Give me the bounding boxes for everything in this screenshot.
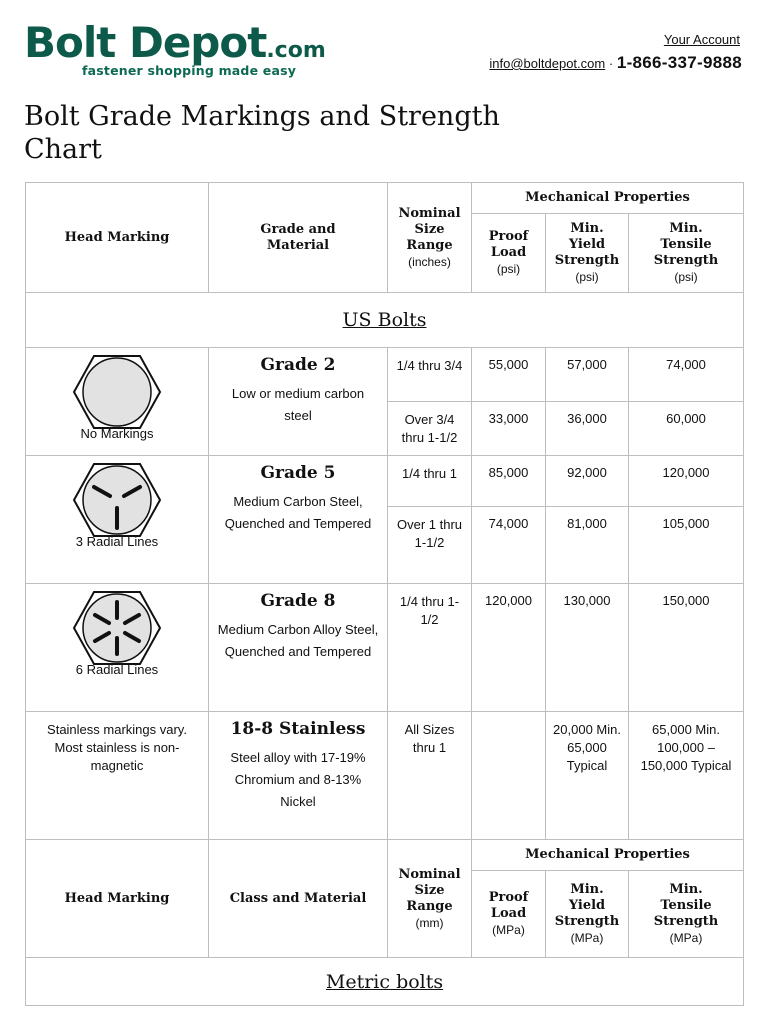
proof-load-value <box>472 712 546 840</box>
hex-head-6-lines-icon <box>72 590 162 668</box>
min-tensile-value: 60,000 <box>629 402 744 456</box>
grade-description: Medium Carbon Steel, Quenched and Tempered <box>224 494 372 531</box>
table-row <box>26 712 744 840</box>
nominal-size-unit: (inches) <box>408 254 451 269</box>
col-nominal-size <box>388 840 472 958</box>
proof-load-value: 33,000 <box>472 402 546 456</box>
grade-cell <box>209 456 388 584</box>
min-yield-value: 81,000 <box>546 507 629 584</box>
section-title-metric-bolts: Metric bolts <box>325 970 444 993</box>
head-marking-cell <box>26 348 209 456</box>
hex-head-3-lines-icon <box>72 462 162 540</box>
proof-load-value: 120,000 <box>472 584 546 712</box>
col-proof-load <box>472 214 546 293</box>
grade-cell <box>209 584 388 712</box>
head-marking-label: Stainless markings vary. Most stainless is non-magnetic <box>26 712 209 840</box>
min-yield-value: 92,000 <box>546 456 629 507</box>
grade-description: Medium Carbon Alloy Steel, Quenched and Tempered <box>217 622 379 659</box>
min-tensile-unit: (psi) <box>674 270 698 284</box>
your-account-link[interactable]: Your Account <box>663 32 740 47</box>
hex-head-plain-icon <box>72 354 162 432</box>
proof-load-label: Proof Load <box>488 890 529 921</box>
grade-description: Steel alloy with 17-19% Chromium and 8-13% Nickel <box>230 750 366 809</box>
head-marking-label: No Markings <box>80 426 154 441</box>
min-yield-unit: (MPa) <box>570 931 604 945</box>
min-yield-value: 130,000 <box>546 584 629 712</box>
nominal-size-label: Nominal Size Range <box>398 866 461 914</box>
min-yield-value: 20,000 Min. 65,000 Typical <box>546 712 629 840</box>
grade-name: Grade 5 <box>260 463 336 483</box>
bolt-grade-chart <box>25 182 744 1006</box>
col-min-tensile <box>629 871 744 958</box>
proof-load-unit: (MPa) <box>492 923 525 937</box>
col-class-material: Class and Material <box>209 840 388 958</box>
bolt-depot-logo[interactable] <box>24 18 384 82</box>
proof-load-value: 85,000 <box>472 456 546 507</box>
nominal-size-label: Nominal Size Range <box>398 205 461 253</box>
phone-number[interactable]: 1-866-337-9888 <box>616 53 742 72</box>
col-min-yield <box>546 871 629 958</box>
min-yield-value: 36,000 <box>546 402 629 456</box>
min-yield-unit: (psi) <box>575 270 599 284</box>
head-marking-label: 3 Radial Lines <box>75 534 159 549</box>
head-marking-cell <box>26 456 209 584</box>
col-mechanical-properties: Mechanical Properties <box>472 183 744 214</box>
table-row <box>26 584 744 712</box>
page-title: Bolt Grade Markings and Strength Chart <box>24 101 500 165</box>
size-range: 1/4 thru 1-1/2 <box>388 584 472 712</box>
contact-separator: · <box>608 56 614 71</box>
logo-domain: .com <box>266 38 326 63</box>
grade-name: Grade 8 <box>260 591 336 611</box>
min-tensile-label: Min. Tensile Strength <box>653 221 719 268</box>
col-min-tensile <box>629 214 744 293</box>
min-tensile-value: 120,000 <box>629 456 744 507</box>
logo-wordmark: Bolt Depot <box>24 18 267 67</box>
proof-load-value: 55,000 <box>472 348 546 402</box>
size-range: 1/4 thru 1 <box>388 456 472 507</box>
email-link[interactable]: info@boltdepot.com <box>489 56 606 71</box>
min-tensile-value: 150,000 <box>629 584 744 712</box>
section-row-us <box>26 293 744 348</box>
min-tensile-value: 74,000 <box>629 348 744 402</box>
nominal-size-unit: (mm) <box>415 915 444 930</box>
proof-load-value: 74,000 <box>472 507 546 584</box>
proof-load-unit: (psi) <box>496 262 521 276</box>
size-range: Over 3/4 thru 1-1/2 <box>388 402 472 456</box>
grade-cell <box>209 348 388 456</box>
min-yield-value: 57,000 <box>546 348 629 402</box>
table-row <box>26 456 744 507</box>
size-range: Over 1 thru 1-1/2 <box>388 507 472 584</box>
size-range: 1/4 thru 3/4 <box>388 348 472 402</box>
min-yield-label: Min. Yield Strength <box>554 882 620 929</box>
proof-load-label: Proof Load <box>488 229 529 260</box>
col-head-marking: Head Marking <box>26 183 209 293</box>
col-mechanical-properties: Mechanical Properties <box>472 840 744 871</box>
logo-tagline: fastener shopping made easy <box>82 63 297 78</box>
table-header-row <box>26 183 744 214</box>
min-tensile-label: Min. Tensile Strength <box>653 882 719 929</box>
grade-description: Low or medium carbon steel <box>231 386 365 423</box>
col-proof-load <box>472 871 546 958</box>
min-tensile-unit: (MPa) <box>669 931 703 945</box>
min-tensile-value: 105,000 <box>629 507 744 584</box>
grade-name: Grade 2 <box>260 355 336 375</box>
head-marking-cell <box>26 584 209 712</box>
section-row-metric <box>26 958 744 1006</box>
min-yield-label: Min. Yield Strength <box>554 221 620 268</box>
contact-info <box>489 53 742 73</box>
col-head-marking: Head Marking <box>26 840 209 958</box>
col-grade-material: Grade and Material <box>209 183 388 293</box>
grade-cell <box>209 712 388 840</box>
col-min-yield <box>546 214 629 293</box>
col-nominal-size <box>388 183 472 293</box>
size-range: All Sizes thru 1 <box>388 712 472 840</box>
table-row <box>26 348 744 402</box>
head-marking-label: 6 Radial Lines <box>75 662 159 677</box>
min-tensile-value: 65,000 Min. 100,000 – 150,000 Typical <box>629 712 744 840</box>
section-title-us-bolts: US Bolts <box>342 309 427 331</box>
grade-name: 18-8 Stainless <box>230 719 366 739</box>
table-header-row <box>26 840 744 871</box>
